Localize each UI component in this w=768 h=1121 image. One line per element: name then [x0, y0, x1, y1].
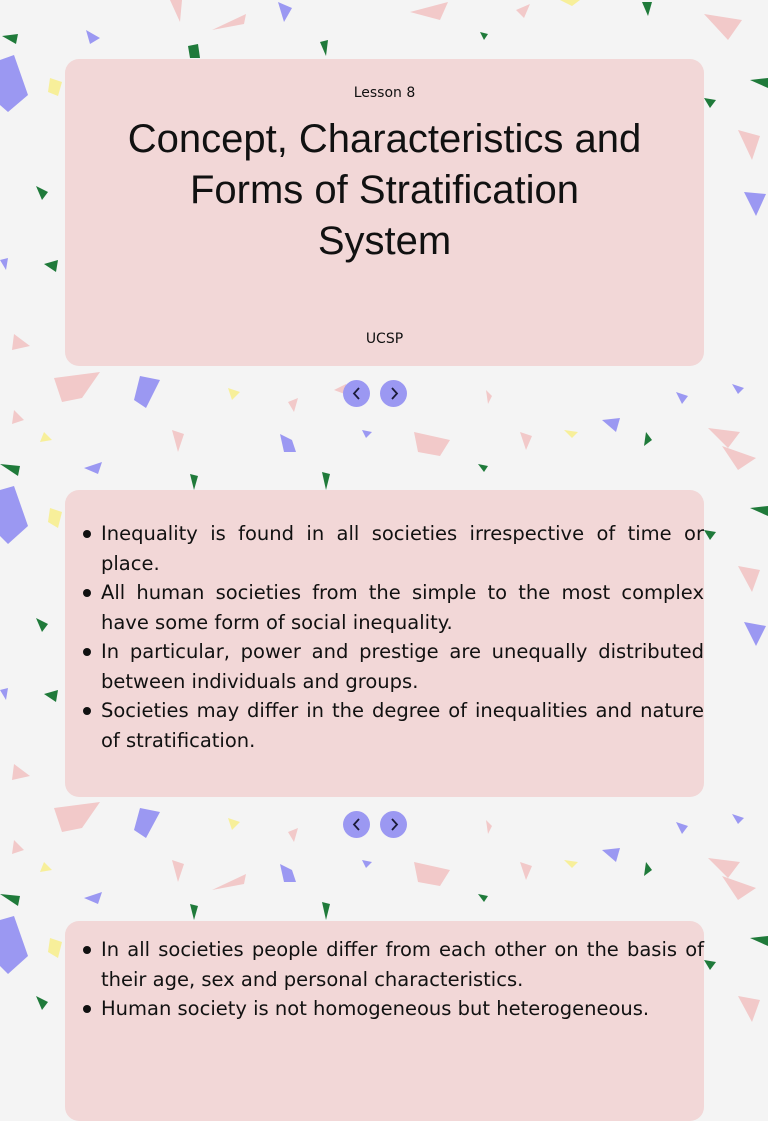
bullet-item: All human societies from the simple to the most complex have some form of social inequality.: [83, 578, 704, 637]
chevron-left-icon: [352, 387, 362, 400]
previous-slide-button[interactable]: [343, 380, 370, 407]
slide-title: Concept, Characteristics and Forms of Stratification System: [127, 117, 642, 263]
next-slide-button[interactable]: [380, 380, 407, 407]
bullet-item: Societies may differ in the degree of inequalities and nature of stratification.: [83, 696, 704, 755]
slide-navigation: [343, 380, 408, 408]
bullet-item: Inequality is found in all societies irrespective of time or place.: [83, 519, 704, 578]
chevron-left-icon: [352, 818, 362, 831]
title-slide-card: [65, 59, 704, 366]
bullet-item: In all societies people differ from each other on the basis of their age, sex and personal characteristics.: [83, 935, 704, 994]
subject-label: UCSP: [365, 331, 404, 347]
slide-navigation: [343, 811, 408, 839]
bullet-slide-card: [65, 490, 704, 797]
previous-slide-button[interactable]: [343, 811, 370, 838]
bullet-item: Human society is not homogeneous but heterogeneous.: [83, 994, 704, 1024]
bullet-item: In particular, power and prestige are unequally distributed between individuals and groups.: [83, 637, 704, 696]
chevron-right-icon: [389, 387, 399, 400]
bullet-list: [83, 519, 704, 755]
bullet-list: [83, 935, 704, 1024]
chevron-right-icon: [389, 818, 399, 831]
lesson-label: Lesson 8: [353, 85, 416, 101]
bullet-slide-card: [65, 921, 704, 1121]
next-slide-button[interactable]: [380, 811, 407, 838]
